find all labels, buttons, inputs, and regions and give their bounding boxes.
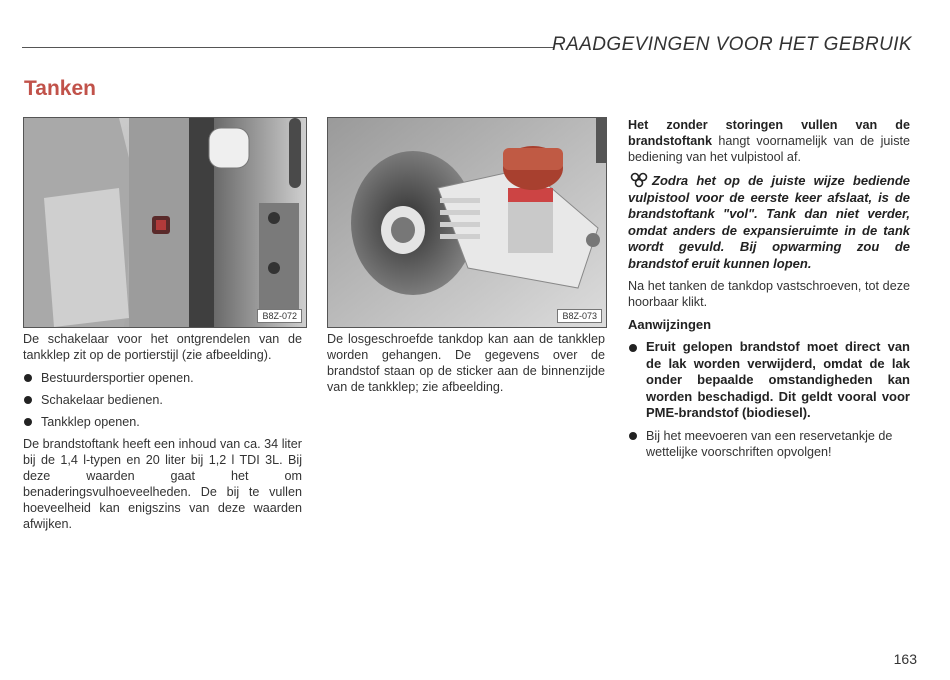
figure-caption: De schakelaar voor het ontgrendelen van de tankklep zit op de portierstijl (zie afbeelding). [23,332,302,362]
capacity-paragraph: De brandstoftank heeft een inhoud van ca. 34 liter bij de 1,4 l-typen en 20 liter bij 1,2 l TDI 3L. Bij deze waarden gaat het om benaderingsvulhoeveelheden. De bij te vullen hoeveelheid kan enigszins van deze waarden afwijken. [23,437,302,531]
list-item: Bij het meevoeren van een reservetankje de wettelijke voorschriften opvolgen! [628,428,910,460]
bullet-icon [24,396,32,404]
list-item: Tankklep openen. [23,414,302,430]
intro-paragraph: Het zonder storingen vullen van de brandstoftank hangt voornamelijk van de juiste bediening van het vulpistool af. [628,118,910,164]
list-item: Bestuurdersportier openen. [23,370,302,386]
bullet-icon [24,374,32,382]
notes-heading: Aanwijzingen [628,317,712,332]
after-paragraph: Na het tanken de tankdop vastschroeven, tot deze hoorbaar klikt. [628,279,910,309]
page-number: 163 [893,651,917,667]
door-pillar-illustration [24,118,306,327]
page-title: Tanken [24,77,96,100]
photo-door-pillar [23,117,307,328]
warning-block: Zodra het op de juiste wijze bediende vulpistool voor de eerste keer afslaat, is de brandstoftank "vol". Tank dan niet verder, omdat anders de expansieruimte in de tank wordt gevuld. Bij opwarming zou de brandstof eruit kunnen lopen. [628,173,910,271]
header-rule [22,47,554,48]
figure-code: B8Z-072 [257,309,302,323]
bullet-icon [629,344,637,352]
middle-column [327,331,605,402]
warning-icon [628,172,650,188]
left-column [23,331,302,539]
fuel-flap-illustration [328,118,606,327]
list-item: Eruit gelopen brandstof moet direct van de lak worden verwijderd, omdat de lak onder bepaalde omstandigheden kan worden beschadigd. Dit geldt vooral voor PME-brandstof (biodiesel). [628,339,910,422]
list-item: Schakelaar bedienen. [23,392,302,408]
bullet-icon [629,432,637,440]
bullet-icon [24,418,32,426]
figure-code: B8Z-073 [557,309,602,323]
section-header: RAADGEVINGEN VOOR HET GEBRUIK [552,34,912,55]
right-column [628,117,910,466]
photo-fuel-flap [327,117,607,328]
figure-caption: De losgeschroefde tankdop kan aan de tankklep worden gehangen. De gegevens over de brandstof staan op de sticker aan de binnenzijde van de tankklep; zie afbeelding. [327,332,605,394]
